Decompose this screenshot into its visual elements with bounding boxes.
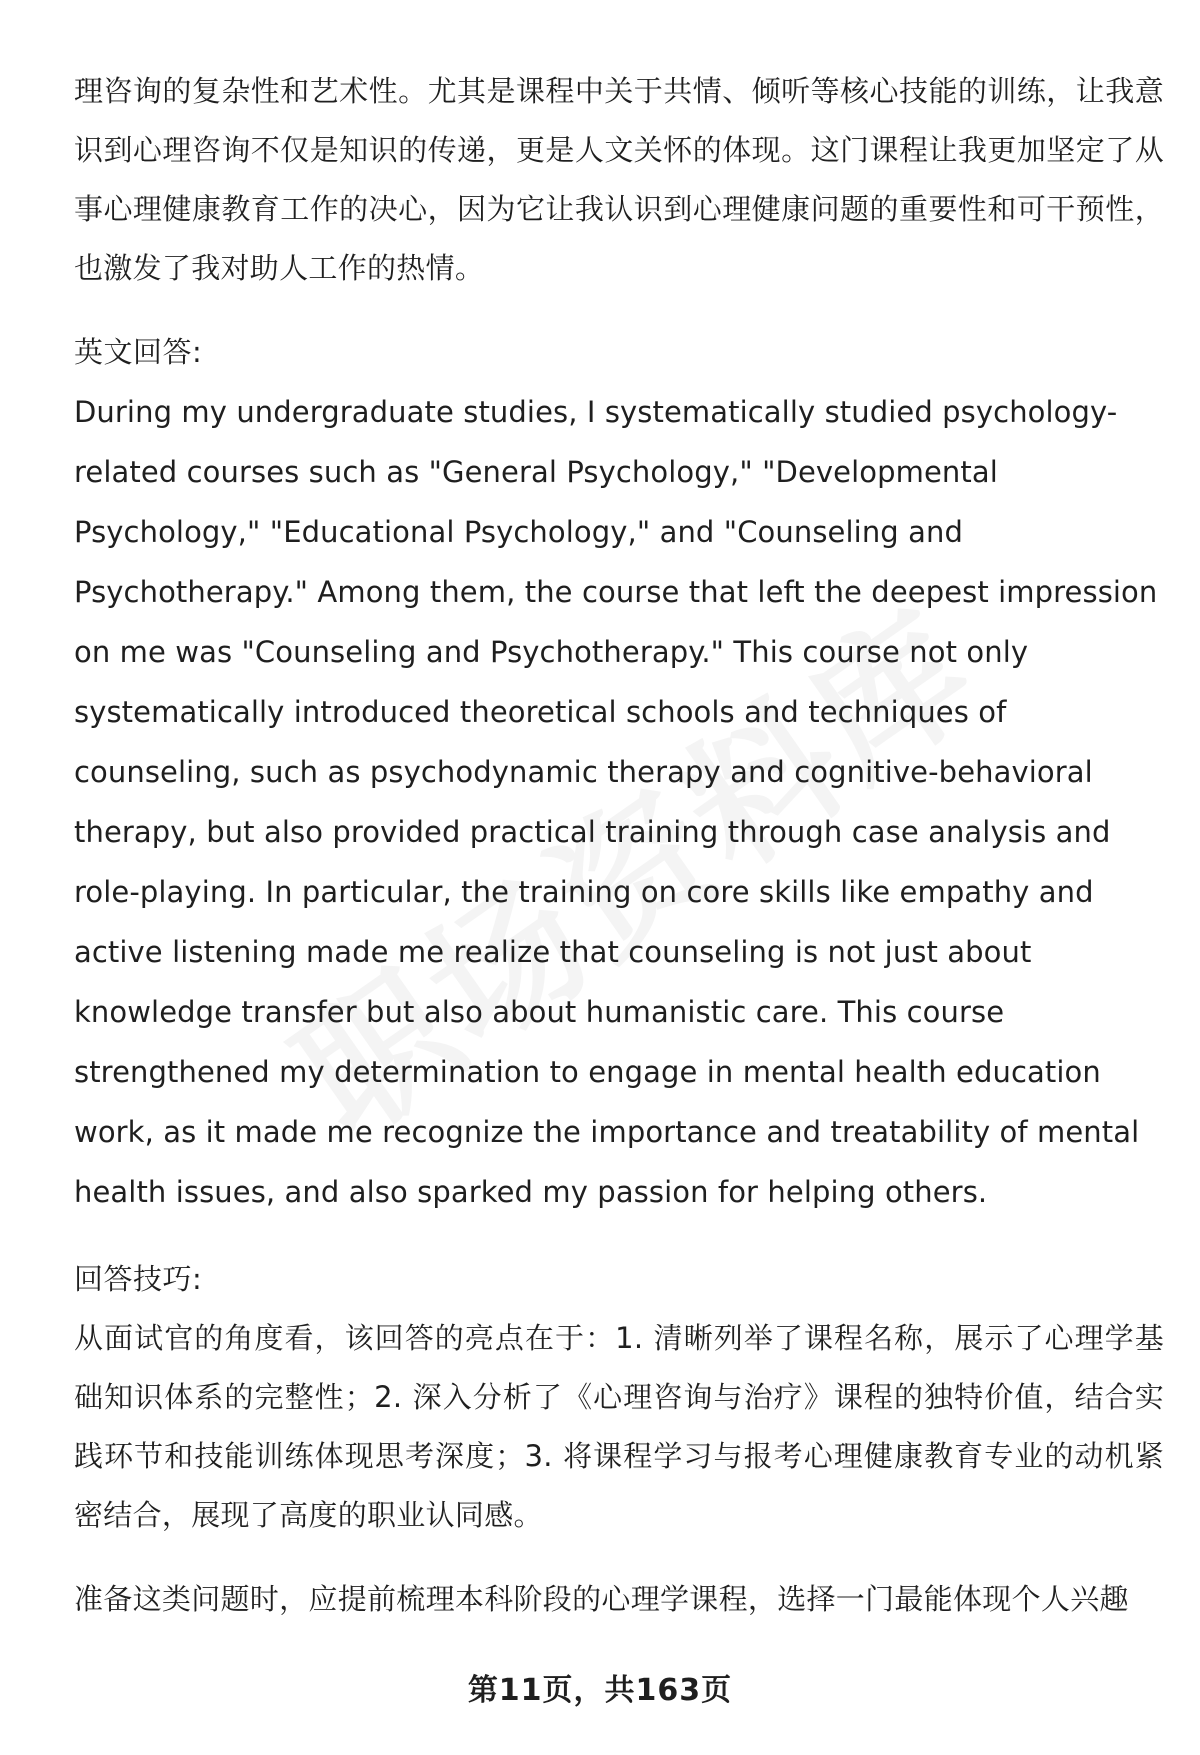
english-answer-paragraph: During my undergraduate studies, I systematically studied psychology-related courses such as "General Psychology," "Developmental Psychology," "Educational Psychology," and "Counseling and Psychotherapy." Among them, the course that left the deepest impression on me was "Counseling and Psychotherapy." This course not only systematically introduced theoretical schools and techniques of counseling, such as psychodynamic therapy and cognitive-behavioral therapy, but also provided practical training through case analysis and role-playing. In particular, the training on core skills like empathy and active listening made me realize that counseling is not just about knowledge transfer but also about humanistic care. This course strengthened my determination to engage in mental health education work, as it made me recognize the importance and treatability of mental health issues, and also sparked my passion for helping others. [74, 395, 1158, 1209]
intro-paragraph: 理咨询的复杂性和艺术性。尤其是课程中关于共情、倾听等核心技能的训练，让我意识到心理咨询不仅是知识的传递，更是人文关怀的体现。这门课程让我更加坚定了从事心理健康教育工作的决心，因为它让我认识到心理健康问题的重要性和可干预性，也激发了我对助人工作的热情。 [74, 74, 1164, 285]
page-indicator: 第11页，共163页 [467, 1673, 733, 1708]
preparation-paragraph: 准备这类问题时，应提前梳理本科阶段的心理学课程，选择一门最能体现个人兴趣 [74, 1582, 1129, 1616]
document-body [74, 62, 1164, 1629]
english-answer-heading: 英文回答: [74, 335, 203, 369]
answer-tips-heading: 回答技巧: [74, 1262, 203, 1296]
answer-tips-paragraph: 从面试官的角度看，该回答的亮点在于：1. 清晰列举了课程名称，展示了心理学基础知识体系的完整性；2. 深入分析了《心理咨询与治疗》课程的独特价值，结合实践环节和技能训练体现思考深度；3. 将课程学习与报考心理健康教育专业的动机紧密结合，展现了高度的职业认同感。 [74, 1321, 1164, 1532]
